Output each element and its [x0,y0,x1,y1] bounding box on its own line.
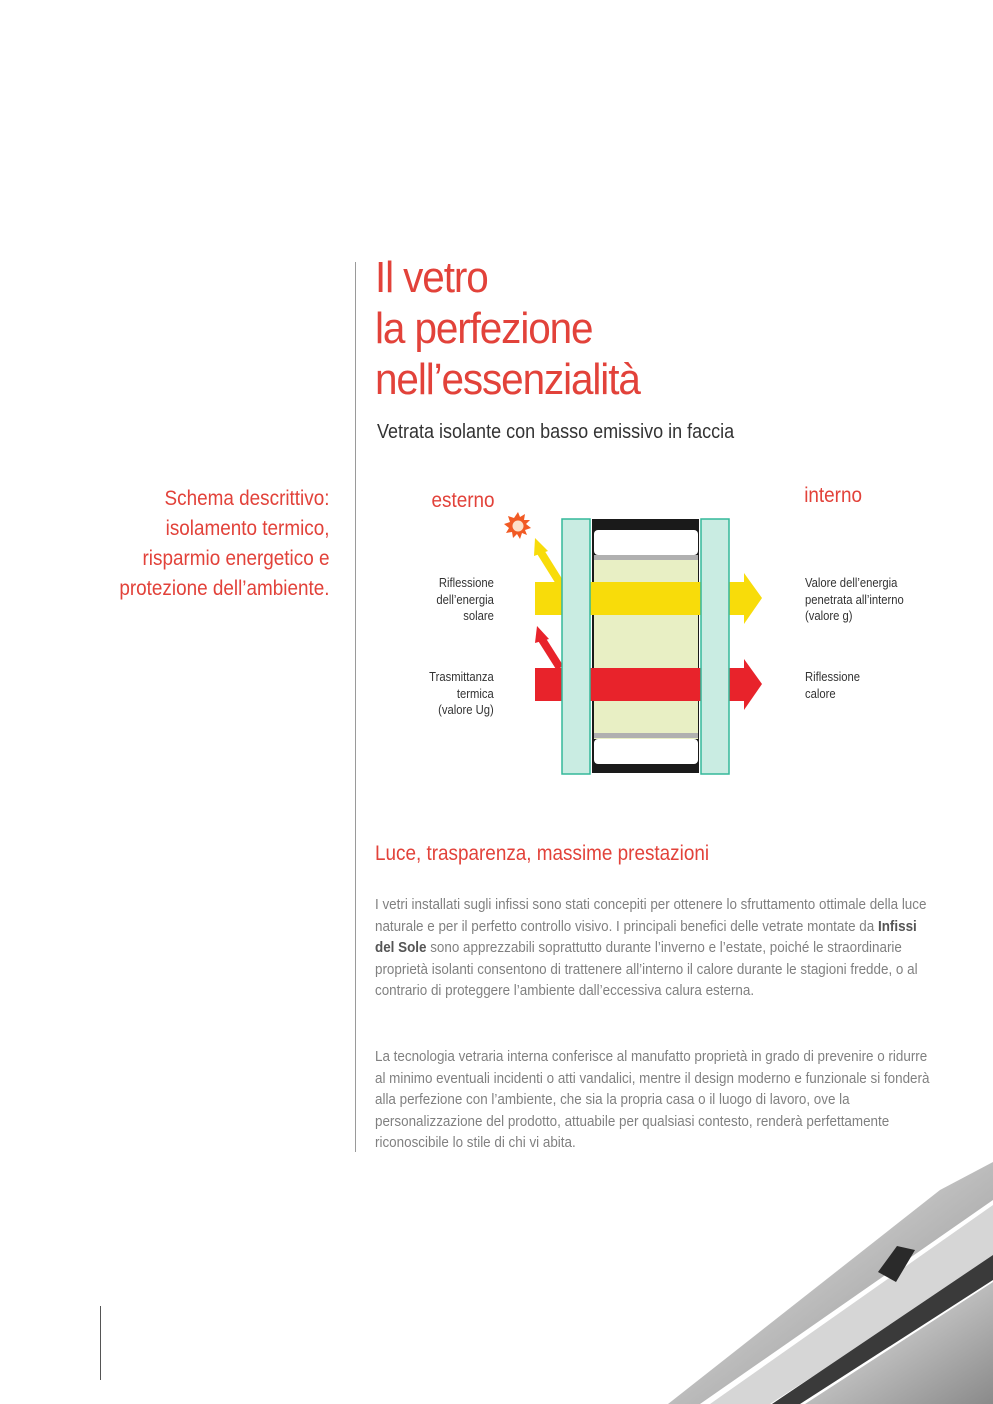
title-line-1: Il vetro [375,253,488,302]
label-line: Riflessione [805,670,861,684]
title-line-3: nell’essenzialità [375,355,640,404]
label-line: Trasmittanza [429,670,494,684]
brand-name: Infissi del Sole [375,917,917,957]
bottom-spacer [594,739,698,764]
label-line: dell’energia [436,592,494,607]
label-heat-reflection [805,669,860,702]
outside-label: esterno [431,489,495,512]
label-line: termica [457,686,494,701]
side-caption-line-4: protezione dell’ambiente. [118,577,329,600]
paragraph-1 [375,894,930,1002]
outer-glass-pane [562,519,590,774]
section-heading: Luce, trasparenza, massime prestazioni [375,842,710,865]
vertical-divider [355,262,356,1152]
side-caption-line-3: risparmio energetico e [142,547,329,570]
label-line: penetrata all’interno [805,592,904,607]
inside-label: interno [804,484,863,507]
page-title [375,252,640,405]
top-spacer [594,530,698,555]
heat-reflection-arrow [541,638,560,668]
gap-edge-top [594,555,698,560]
paragraph-text: sono apprezzabili soprattutto durante l’inverno e l’estate, poiché le straordinarie proprietà isolanti consentono di trattenere all’interno il calore durante le stagioni fredde, o al contrario di proteggere l’ambiente dall’eccessiva calura esterna. [375,939,918,1000]
sun-icon [504,512,531,539]
glass-diagram [500,500,770,780]
solar-arrow-right [744,573,762,624]
label-line: (valore Ug) [438,703,494,717]
side-caption-line-2: isolamento termico, [165,517,329,540]
label-line: (valore g) [805,609,853,623]
gap-edge-bottom [594,733,698,738]
side-caption-line-1: Schema descrittivo: [164,487,329,510]
heat-arrow-right [744,659,762,710]
label-energy-g [805,575,904,625]
label-line: Riflessione [438,576,494,590]
label-thermal-transmittance [429,669,494,719]
solar-reflection-arrow [540,551,560,583]
label-solar-reflection [436,575,494,625]
label-line: calore [805,686,836,701]
window-profile-image [600,1140,993,1404]
label-line: solare [463,609,494,623]
paragraph-2: La tecnologia vetraria interna conferisce al manufatto proprietà in grado di prevenire o ridurre al minimo eventuali incidenti o atti vandalici, mentre il design moderno e funzionale si fonderà alla perfezione con l’ambiente, che sia la propria casa o il luogo di lavoro, ove la personalizzazione del prodotto, attuabile per qualsiasi contesto, renderà perfettamente riconoscibile lo stile di chi vi abita. [375,1048,930,1152]
inner-glass-pane [701,519,729,774]
paragraph-text: I vetri installati sugli infissi sono stati concepiti per ottenere lo sfruttamento ottimale della luce naturale e per il perfetto controllo visivo. I principali benefici delle vetrate montate da [375,896,927,935]
page-subtitle: Vetrata isolante con basso emissivo in faccia [377,421,735,443]
footer-divider [100,1306,101,1380]
label-line: Valore dell’energia [805,576,898,590]
side-caption [119,484,329,604]
title-line-2: la perfezione [375,304,593,353]
